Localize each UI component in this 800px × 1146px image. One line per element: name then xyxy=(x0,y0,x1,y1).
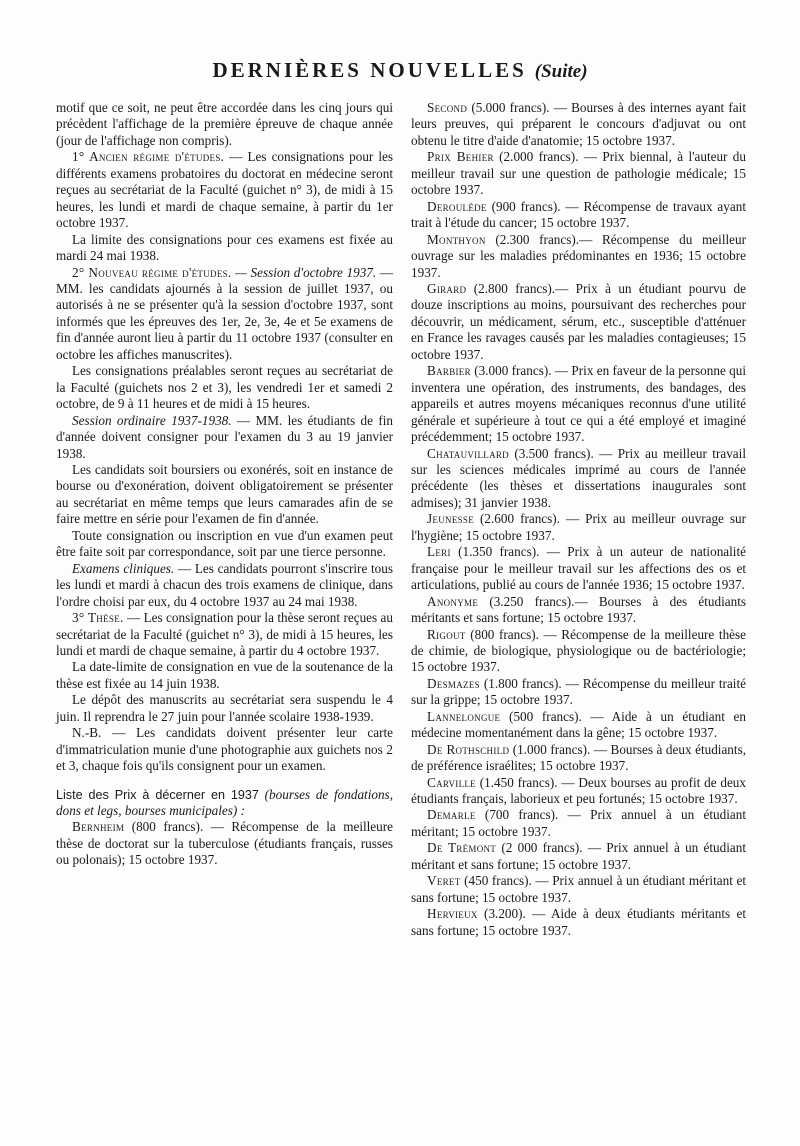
paragraph-body: — Les consignation pour la thèse seront reçues au secrétariat de la Faculté (guichet n° 3), de midi à 15 heures, les lundi et mardi de chaque semaine, à partir du 4 octobre 1937. xyxy=(56,610,393,658)
prize-entry xyxy=(411,676,746,709)
header-title: DERNIÈRES NOUVELLES xyxy=(212,58,527,82)
paragraph xyxy=(56,149,393,231)
paragraph xyxy=(56,413,393,462)
prize-body: (500 francs). — Aide à un étudiant en médecine momentanément dans la gêne; 15 octobre 1937. xyxy=(411,708,746,741)
prize-name: Carville xyxy=(427,774,476,790)
paragraph-body: — Les candidats pourront s'inscrire tous les lundi et mardi à chacun des trois examens de clinique, dans l'ordre choisi par eux, du 4 octobre 1937 au 24 mai 1938. xyxy=(56,560,393,609)
prize-entry xyxy=(411,594,746,627)
prize-entry xyxy=(411,840,746,873)
prize-name: Monthyon xyxy=(427,231,486,247)
prize-name: Leri xyxy=(427,544,451,560)
prize-name: Lannelongue xyxy=(427,708,501,724)
prize-name: Barbier xyxy=(427,363,471,379)
prize-entry xyxy=(411,446,746,512)
prize-body: (1.350 francs). — Prix à un auteur de nationalité française pour le meilleur travail sur les affections des os et articulations, publié au cours de l'année 1936; 15 octobre 1937. xyxy=(411,544,746,593)
right-column xyxy=(411,100,746,939)
prize-name: Second xyxy=(427,100,468,115)
prize-entry xyxy=(411,906,746,939)
prize-list-heading xyxy=(56,787,393,820)
paragraph: La date-limite de consignation en vue de la soutenance de la thèse est fixée au 14 juin 1938. xyxy=(56,659,393,691)
prize-body: (3.200). — Aide à deux étudiants méritants et sans fortune; 15 octobre 1937. xyxy=(411,906,746,938)
prize-body: (2 000 francs). — Prix annuel à un étudiant méritant et sans fortune; 15 octobre 1937. xyxy=(411,840,746,872)
section-lead: 1° Ancien régime d'études. xyxy=(72,149,225,165)
prize-body: (2.600 francs). — Prix au meilleur ouvrage sur l'hygiène; 15 octobre 1937. xyxy=(411,511,746,543)
prize-body: (5.000 francs). — Bourses à des internes ayant fait leurs preuves, qui préparent le concours d'adjuvat ou ont obtenu le titre d'aide d'anatomie; 15 octobre 1937. xyxy=(411,100,746,148)
prize-body: (3.250 francs).— Bourses à des étudiants méritants et sans fortune; 15 octobre 1937. xyxy=(411,593,746,626)
prize-body: (1.800 francs). — Récompense du meilleur traité sur la grippe; 15 octobre 1937. xyxy=(411,675,746,708)
section-italic: Session ordinaire 1937-1938. xyxy=(72,412,232,428)
prize-list-title: Liste des Prix à décerner en 1937 xyxy=(56,787,259,802)
paragraph: Les candidats soit boursiers ou exonérés, soit en instance de bourse ou d'exonération, doivent obligatoirement se présenter au secrétariat en même temps que leurs camarades afin de se faire mettre en série pour l'examen de fin d'année. xyxy=(56,461,393,527)
prize-name: Desmazes xyxy=(427,675,480,691)
prize-entry xyxy=(411,544,746,593)
prize-entry xyxy=(411,149,746,198)
prize-body: (800 francs). — Récompense de la meilleure thèse de chimie, de biologique, physiologique ou de bactériologie; 15 octobre 1937. xyxy=(411,626,746,675)
prize-body: (3.000 francs). — Prix en faveur de la personne qui inventera une opération, des instruments, des bandages, des appareils et autres moyens mécaniques reconnus d'une utilité générale et supérieure à tout ce qui a été employé et imaginé précédemment; 15 octobre 1937. xyxy=(411,363,746,445)
prize-entry xyxy=(411,807,746,840)
paragraph xyxy=(56,610,393,659)
prize-entry xyxy=(411,281,746,363)
prize-name: De Trémont xyxy=(427,840,497,856)
prize-name: Girard xyxy=(427,280,467,296)
section-italic: Examens cliniques. xyxy=(72,560,175,576)
prize-entry xyxy=(411,873,746,906)
prize-name: Hervieux xyxy=(427,906,478,922)
prize-body: (2.000 francs). — Prix biennal, à l'auteur du meilleur travail sur une question de pathologie médicale; 15 octobre 1937. xyxy=(411,149,746,198)
paragraph: motif que ce soit, ne peut être accordée dans les cinq jours qui précèdent l'affichage de la première épreuve de chaque année (jour de l'affichage non compris). xyxy=(56,100,393,148)
prize-entry xyxy=(411,232,746,281)
prize-body: (2.800 francs).— Prix à un étudiant pourvu de douze inscriptions au moins, poursuivant des recherches pour découvrir, un médicament, sérum, etc., susceptible d'atténuer en France les ravages causés par les maladies contagieuses; 15 octobre 1937. xyxy=(411,280,746,362)
paragraph: La limite des consignations pour ces examens est fixée au mardi 24 mai 1938. xyxy=(56,231,393,264)
paragraph-body: — Les consignations pour les différents examens probatoires du doctorat en médecine seront reçues au secrétariat de la Faculté (guichet n° 3), de midi à 15 heures, les lundi et mardi de chaque semaine, à partir du 1er octobre 1937. xyxy=(56,149,393,231)
prize-body: (1.000 francs). — Bourses à deux étudiants, de préférence israélites; 15 octobre 1937. xyxy=(411,741,746,774)
paragraph-body: — MM. les étudiants de fin d'année doivent consigner pour l'examen du 3 au 19 janvier 1938. xyxy=(56,412,393,461)
prize-body: (2.300 francs).— Récompense du meilleur ouvrage sur les maladies prédominantes en 1936; 15 octobre 1937. xyxy=(411,231,746,280)
section-lead: 3° Thèse. xyxy=(72,610,124,626)
prize-name: Jeunesse xyxy=(427,511,475,527)
prize-entry xyxy=(411,709,746,742)
prize-name: Deroulède xyxy=(427,198,487,214)
prize-body: (3.500 francs). — Prix au meilleur travail sur les sciences médicales imprimé au cours de l'année précédente (les thèses et dissertations inaugurales sont admises); 31 janvier 1938. xyxy=(411,445,746,510)
prize-name: Demarle xyxy=(427,807,476,823)
header-suite: (Suite) xyxy=(534,61,588,82)
prize-name: Bernheim xyxy=(72,819,125,835)
prize-entry xyxy=(411,627,746,676)
prize-body: (450 francs). — Prix annuel à un étudiant méritant et sans fortune; 15 octobre 1937. xyxy=(411,873,746,905)
prize-entry xyxy=(411,742,746,775)
prize-body: (700 francs). — Prix annuel à un étudiant méritant; 15 octobre 1937. xyxy=(411,807,746,839)
prize-name: Rigout xyxy=(427,626,466,642)
prize-name: Chatauvillard xyxy=(427,445,509,461)
prize-entry xyxy=(411,363,746,445)
prize-entry xyxy=(56,819,393,868)
paragraph: Toute consignation ou inscription en vue d'un examen peut être faite soit par correspondance, soit par une tierce personne. xyxy=(56,527,393,560)
paragraph xyxy=(56,561,393,610)
page-header xyxy=(0,58,800,83)
prize-entry xyxy=(411,100,746,149)
prize-name: Prix Behier xyxy=(427,149,494,165)
prize-name: Veret xyxy=(427,873,461,889)
prize-name: De Rothschild xyxy=(427,741,510,757)
paragraph: N.-B. — Les candidats doivent présenter leur carte d'immatriculation munie d'une photographie aux guichets nos 2 et 3, chaque fois qu'ils consignent pour un examen. xyxy=(56,725,393,774)
prize-name: Anonyme xyxy=(427,593,479,609)
prize-body: (900 francs). — Récompense de travaux ayant trait à l'étude du cancer; 15 octobre 1937. xyxy=(411,198,746,231)
paragraph xyxy=(56,265,393,364)
prize-entry xyxy=(411,511,746,544)
prize-body: (800 francs). — Récompense de la meilleure thèse de doctorat sur la tuberculose (étudiants français, russes ou polonais); 15 octobre 1937. xyxy=(56,819,393,868)
section-lead: 2° Nouveau régime d'études. xyxy=(72,264,232,280)
section-italic: — Session d'octobre 1937. xyxy=(231,264,377,280)
paragraph: Le dépôt des manuscrits au secrétariat sera suspendu le 4 juin. Il reprendra le 27 juin pour l'année scolaire 1938-1939. xyxy=(56,692,393,724)
prize-body: (1.450 francs). — Deux bourses au profit de deux étudiants français, laborieux et peu fortunés; 15 octobre 1937. xyxy=(411,774,746,807)
paragraph-body: — MM. les candidats ajournés à la session de juillet 1937, ou autorisés à ne se présenter qu'à la session d'octobre 1937, sont informés que les épreuves des 1er, 2e, 3e, 4e et 5e examens de fin d'année auront lieu à partir du 11 octobre 1937 (consulter en octobre les affiches manuscrites). xyxy=(56,264,394,362)
paragraph: Les consignations préalables seront reçues au secrétariat de la Faculté (guichets nos 2 et 3), les vendredi 1er et samedi 2 octobre, de 9 à 11 heures et de midi à 15 heures. xyxy=(56,363,393,412)
prize-entry xyxy=(411,199,746,232)
left-column xyxy=(56,100,393,869)
prize-entry xyxy=(411,775,746,808)
prize-list-subtitle: (bourses de fondations, dons et legs, bourses municipales) : xyxy=(56,786,393,819)
